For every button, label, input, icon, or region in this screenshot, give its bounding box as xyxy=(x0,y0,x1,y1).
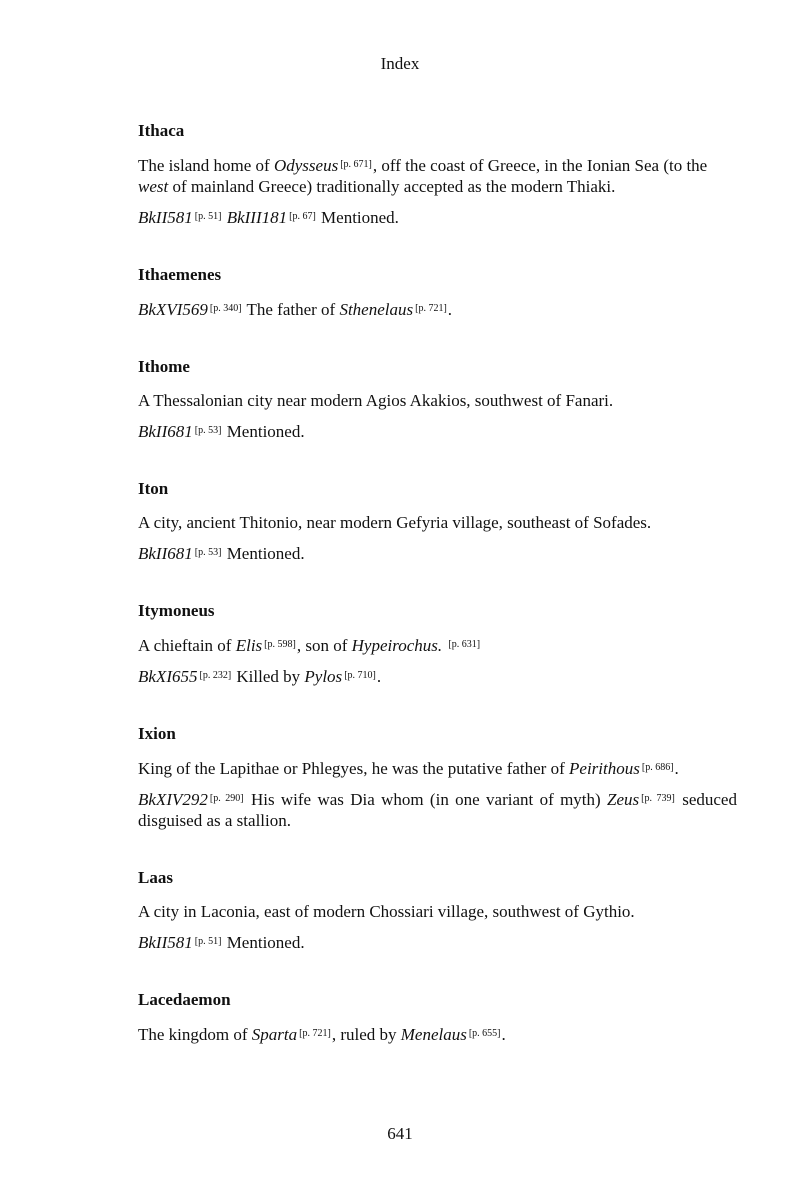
cross-reference[interactable]: BkXIV292 xyxy=(138,790,208,809)
index-entry xyxy=(138,867,737,953)
entry-text: . xyxy=(674,759,679,778)
entry-paragraph xyxy=(138,154,737,197)
entry-text: The kingdom of xyxy=(138,1025,252,1044)
entry-paragraph xyxy=(138,512,737,533)
cross-reference[interactable]: Peirithous xyxy=(569,759,640,778)
index-entry xyxy=(138,723,737,831)
index-entry xyxy=(138,989,737,1045)
entry-text: Killed by xyxy=(232,667,305,686)
page-reference[interactable]: [p. 232] xyxy=(199,670,232,681)
index-entry xyxy=(138,600,737,687)
entry-text: The island home of xyxy=(138,156,274,175)
running-head: Index xyxy=(380,54,420,73)
cross-reference[interactable]: Pylos xyxy=(304,667,343,686)
index-entry xyxy=(138,264,737,320)
entry-paragraph xyxy=(138,390,737,411)
entry-text: A Thessalonian city near modern Agios Akakios, southwest of Fanari. xyxy=(138,391,614,410)
entry-title: Laas xyxy=(138,868,173,887)
entry-paragraph xyxy=(138,542,737,564)
cross-reference[interactable]: Hypeirochus. xyxy=(351,636,443,655)
entry-text: Mentioned. xyxy=(316,208,399,227)
cross-reference[interactable]: Sparta xyxy=(251,1025,298,1044)
entry-title: Iton xyxy=(138,479,169,498)
entry-text: Mentioned. xyxy=(222,544,305,563)
cross-reference[interactable]: Elis xyxy=(235,636,263,655)
entry-paragraph xyxy=(138,1023,737,1045)
page-reference[interactable]: [p. 721] xyxy=(299,1028,331,1039)
entry-paragraph xyxy=(138,420,737,442)
entry-text: Mentioned. xyxy=(222,422,305,441)
entry-title: Ixion xyxy=(138,724,176,743)
entry-text xyxy=(442,636,446,655)
entry-text: A chieftain of xyxy=(138,636,236,655)
entry-text: King of the Lapithae or Phlegyes, he was the putative father of xyxy=(138,759,570,778)
entry-text: A city in Laconia, east of modern Chossiari village, southwest of Gythio. xyxy=(138,902,635,921)
index-entry xyxy=(138,478,737,564)
cross-reference[interactable]: west xyxy=(138,177,169,196)
cross-reference[interactable]: Zeus xyxy=(607,790,640,809)
entry-paragraph xyxy=(138,206,737,228)
page-reference[interactable]: [p. 51] xyxy=(194,936,222,947)
page-reference[interactable]: [p. 631] xyxy=(448,639,481,650)
entry-paragraph xyxy=(138,788,737,831)
entry-text: The father of xyxy=(242,300,340,319)
cross-reference[interactable]: BkXI655 xyxy=(138,667,198,686)
page-reference[interactable]: [p. 739] xyxy=(641,793,675,804)
page-reference[interactable]: [p. 67] xyxy=(289,211,316,222)
entry-text: . xyxy=(501,1025,506,1044)
page-reference[interactable]: [p. 686] xyxy=(641,762,674,773)
entry-paragraph xyxy=(138,665,737,687)
entry-text: , ruled by xyxy=(331,1025,401,1044)
cross-reference[interactable]: Sthenelaus xyxy=(339,300,414,319)
entry-text: seduced disguised as a stallion. xyxy=(138,790,737,830)
entry-title: Ithaemenes xyxy=(138,265,222,284)
index-entries xyxy=(138,120,737,1081)
entry-text: , son of xyxy=(296,636,352,655)
entry-paragraph xyxy=(138,901,737,922)
entry-title: Ithaca xyxy=(138,121,185,140)
page-reference[interactable]: [p. 671] xyxy=(340,159,372,170)
entry-paragraph xyxy=(138,931,737,953)
index-entry xyxy=(138,356,737,442)
cross-reference[interactable]: BkXVI569 xyxy=(138,300,208,319)
cross-reference[interactable]: BkII681 xyxy=(138,544,193,563)
page-reference[interactable]: [p. 710] xyxy=(344,670,376,681)
entry-text: . xyxy=(447,300,453,319)
page-reference[interactable]: [p. 721] xyxy=(415,303,447,314)
entry-text: , off the coast of Greece, in the Ionian Sea (to the xyxy=(372,156,708,175)
page-reference[interactable]: [p. 598] xyxy=(264,639,296,650)
entry-title: Itymoneus xyxy=(138,601,215,620)
page-reference[interactable]: [p. 290] xyxy=(209,793,244,804)
cross-reference[interactable]: BkII681 xyxy=(138,422,193,441)
entry-title: Lacedaemon xyxy=(138,990,231,1009)
page-reference[interactable]: [p. 51] xyxy=(194,211,222,222)
entry-paragraph xyxy=(138,298,737,320)
entry-text: of mainland Greece) traditionally accepted as the modern Thiaki. xyxy=(168,177,616,196)
cross-reference[interactable]: Menelaus xyxy=(400,1025,467,1044)
page-reference[interactable]: [p. 53] xyxy=(194,425,222,436)
entry-title: Ithome xyxy=(138,357,190,376)
page-reference[interactable]: [p. 340] xyxy=(209,303,242,314)
cross-reference[interactable]: Odysseus xyxy=(273,156,339,175)
page-reference[interactable]: [p. 655] xyxy=(468,1028,501,1039)
page-number: 641 xyxy=(387,1124,413,1143)
cross-reference[interactable]: BkIII181 xyxy=(226,208,288,227)
cross-reference[interactable]: BkII581 xyxy=(138,933,193,952)
page-reference[interactable]: [p. 53] xyxy=(194,547,222,558)
entry-text: A city, ancient Thitonio, near modern Gefyria village, southeast of Sofades. xyxy=(138,513,652,532)
index-entry xyxy=(138,120,737,228)
cross-reference[interactable]: BkII581 xyxy=(138,208,193,227)
entry-paragraph xyxy=(138,757,737,779)
entry-text: Mentioned. xyxy=(222,933,305,952)
entry-paragraph xyxy=(138,634,737,656)
entry-text: . xyxy=(376,667,382,686)
entry-text: His wife was Dia whom (in one variant of myth) xyxy=(244,790,608,809)
